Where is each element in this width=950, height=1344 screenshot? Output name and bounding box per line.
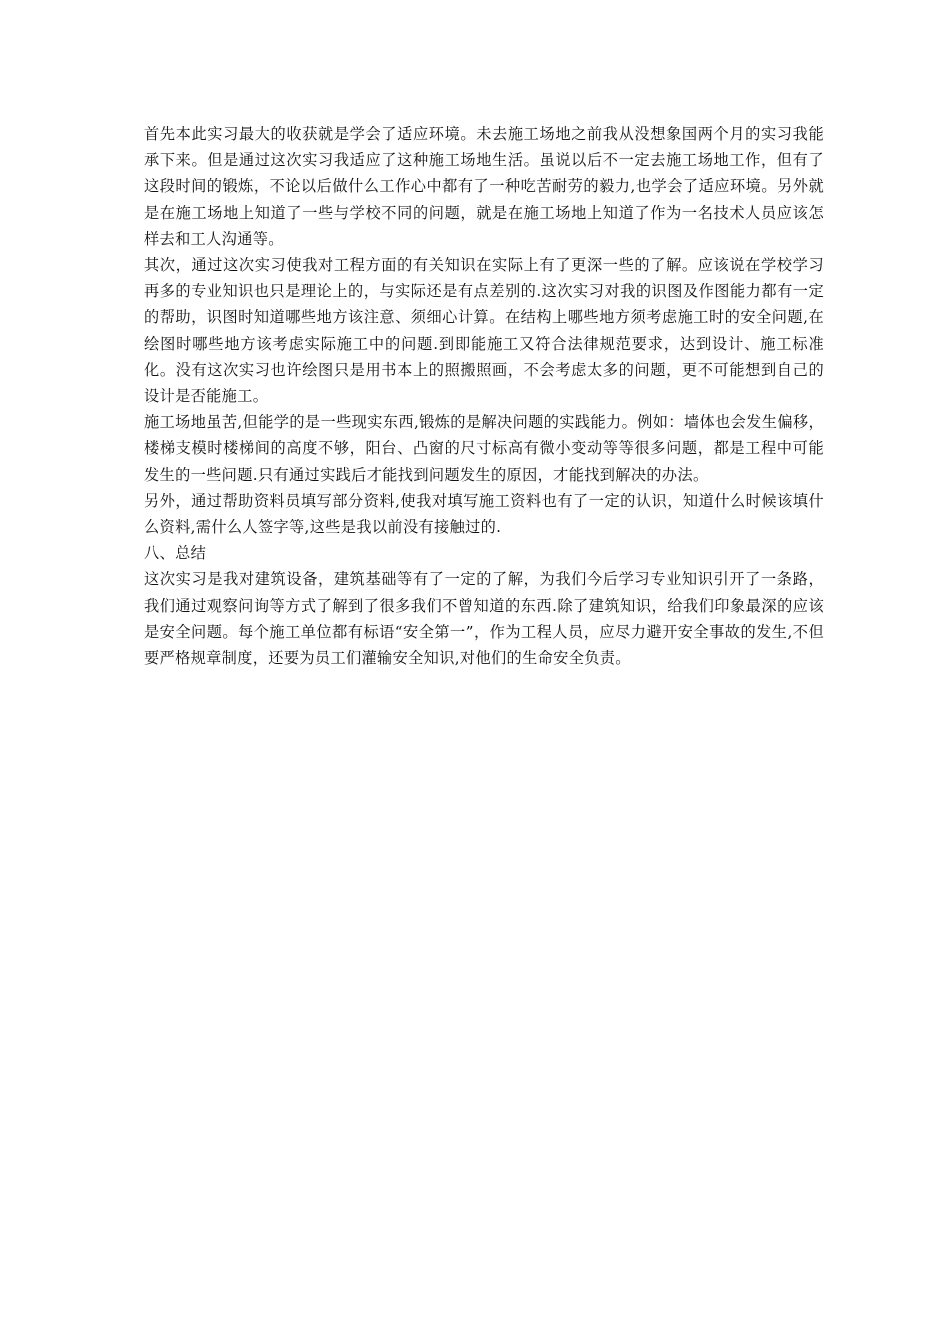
paragraph-3: 施工场地虽苦,但能学的是一些现实东西,锻炼的是解决问题的实践能力。例如：墙体也会发生偏移，楼梯支模时楼梯间的高度不够，阳台、凸窗的尺寸标高有微小变动等等很多问题，都是工程中可能发生的一些问题.只有通过实践后才能找到问题发生的原因，才能找到解决的办法。 <box>144 413 824 484</box>
paragraph-5: 这次实习是我对建筑设备，建筑基础等有了一定的了解，为我们今后学习专业知识引开了一条路，我们通过观察问询等方式了解到了很多我们不曾知道的东西.除了建筑知识，给我们印象最深的应该是安全问题。每个施工单位都有标语“安全第一”，作为工程人员，应尽力避开安全事故的发生,不但要严格规章制度，还要为员工们灌输安全知识,对他们的生命安全负责。 <box>144 570 824 668</box>
paragraph-4: 另外，通过帮助资料员填写部分资料,使我对填写施工资料也有了一定的认识，知道什么时候该填什么资料,需什么人签字等,这些是我以前没有接触过的. <box>144 491 824 537</box>
paragraph-1: 首先本此实习最大的收获就是学会了适应环境。未去施工场地之前我从没想象国两个月的实习我能承下来。但是通过这次实习我适应了这种施工场地生活。虽说以后不一定去施工场地工作，但有了这段时间的锻炼，不论以后做什么工作心中都有了一种吃苦耐劳的毅力,也学会了适应环境。另外就是在施工场地上知道了一些与学校不同的问题，就是在施工场地上知道了作为一名技术人员应该怎样去和工人沟通等。 <box>144 125 824 248</box>
document-body <box>144 121 824 671</box>
section-heading-summary: 八、总结 <box>144 544 207 563</box>
paragraph-2: 其次，通过这次实习使我对工程方面的有关知识在实际上有了更深一些的了解。应该说在学校学习再多的专业知识也只是理论上的，与实际还是有点差别的.这次实习对我的识图及作图能力都有一定的帮助，识图时知道哪些地方该注意、须细心计算。在结构上哪些地方须考虑施工时的安全问题,在绘图时哪些地方该考虑实际施工中的问题.到即能施工又符合法律规范要求，达到设计、施工标准化。没有这次实习也许绘图只是用书本上的照搬照画，不会考虑太多的问题，更不可能想到自己的设计是否能施工。 <box>144 256 824 406</box>
